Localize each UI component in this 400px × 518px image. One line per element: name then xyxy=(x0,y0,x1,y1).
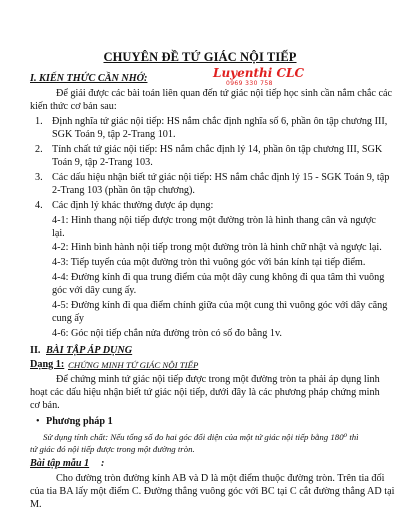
subitem-text: 4-1: Hình thang nội tiếp được trong một đường tròn là hình thang cân và ngược xyxy=(52,215,376,226)
section2-intro-line: hoạt các dấu hiệu nhận biết tứ giác nội tiếp, dưới đây là các phương pháp chứng minh xyxy=(30,387,380,398)
exercise-text: M. xyxy=(30,499,42,510)
section2-heading: BÀI TẬP ÁP DỤNG xyxy=(46,345,133,356)
watermark-phone: 0969 330 758 xyxy=(226,80,273,87)
list-item-text: Toán 9, tập 2-Trang 103. xyxy=(52,157,153,168)
list-item-text: SGK Toán 9, tập 2-Trang 101. xyxy=(52,129,176,140)
section2-intro-line: cơ bản. xyxy=(30,400,60,411)
subitem-text: cung ấy xyxy=(52,313,84,324)
subitem-text: 4-4: Đường kính đi qua trung điểm của một dây cung không đi qua tâm thì vuông xyxy=(52,272,385,283)
section2-heading-prefix: II. xyxy=(30,345,41,356)
method-desc: tứ giác đó nội tiếp được trong một đường tròn. xyxy=(30,444,195,454)
list-item-text: Tính chất tứ giác nội tiếp: HS nắm chắc định lý 14, phần ôn tập chương III, SGK xyxy=(52,144,383,155)
list-number: 2. xyxy=(35,144,43,155)
list-number: 1. xyxy=(35,116,43,127)
subitem-text: 4-5: Đường kính đi qua điểm chính giữa của một cung thì vuông góc với dây căng xyxy=(52,300,388,311)
exercise-label: Bài tập mẫu 1 xyxy=(30,458,90,469)
exercise-text: của tia BA lấy một điểm C. Đường thẳng vuông góc với BC tại C cắt đường thẳng AD tại xyxy=(30,486,395,497)
list-number: 4. xyxy=(35,200,43,211)
list-item-text: Các định lý khác thường được áp dụng: xyxy=(52,200,214,211)
subitem-text: 4-3: Tiếp tuyến của một đường tròn thì vuông góc với bán kính tại tiếp điểm. xyxy=(52,257,366,268)
list-item-text: 2-Trang 103 (phần ôn tập chương). xyxy=(52,185,195,196)
dang-label: Dạng 1: xyxy=(30,359,65,370)
exercise-text: Cho đường tròn đường kính AB và D là một điểm thuộc đường tròn. Trên tia đối xyxy=(56,473,385,484)
watermark-name: Luyenthi CLC xyxy=(213,66,305,80)
exercise-colon: : xyxy=(101,458,105,469)
list-number: 3. xyxy=(35,172,43,183)
subitem-text: 4-2: Hình bình hành nội tiếp trong một đường tròn là hình chữ nhật và ngược lại. xyxy=(52,242,382,253)
dang-text: CHỨNG MINH TỨ GIÁC NỘI TIẾP xyxy=(68,360,199,370)
list-item-text: Định nghĩa tứ giác nội tiếp: HS nắm chắc định nghĩa số 6, phần ôn tập chương III, xyxy=(52,116,388,127)
section1-intro-line: Để giải được các bài toán liên quan đến tứ giác nội tiếp học sinh cần nắm chắc các xyxy=(56,88,393,99)
subitem-text: 4-6: Góc nội tiếp chắn nửa đường tròn có số đo bằng 1v. xyxy=(52,328,282,339)
subitem-text: góc với dây cung ấy. xyxy=(52,285,137,296)
section1-heading: I. KIẾN THỨC CẦN NHỚ: xyxy=(30,73,148,84)
bullet-icon: • xyxy=(36,416,40,427)
list-item-text: Các dấu hiệu nhận biết tứ giác nội tiếp: HS nắm chắc định lý 15 - SGK Toán 9, tập xyxy=(52,172,390,183)
section1-intro-line: kiến thức cơ bản sau: xyxy=(30,101,117,112)
method-desc: Sử dụng tính chất: Nếu tổng số đo hai góc đối diện của một tứ giác nội tiếp bằng 180⁰ thì xyxy=(43,432,359,442)
method-title: Phương pháp 1 xyxy=(46,416,113,427)
section2-intro-line: Để chứng minh tứ giác nội tiếp được trong một đường tròn ta phải áp dụng linh xyxy=(56,374,380,385)
subitem-text: lại. xyxy=(52,228,65,239)
document-title: CHUYÊN ĐỀ TỨ GIÁC NỘI TIẾP xyxy=(103,50,297,64)
